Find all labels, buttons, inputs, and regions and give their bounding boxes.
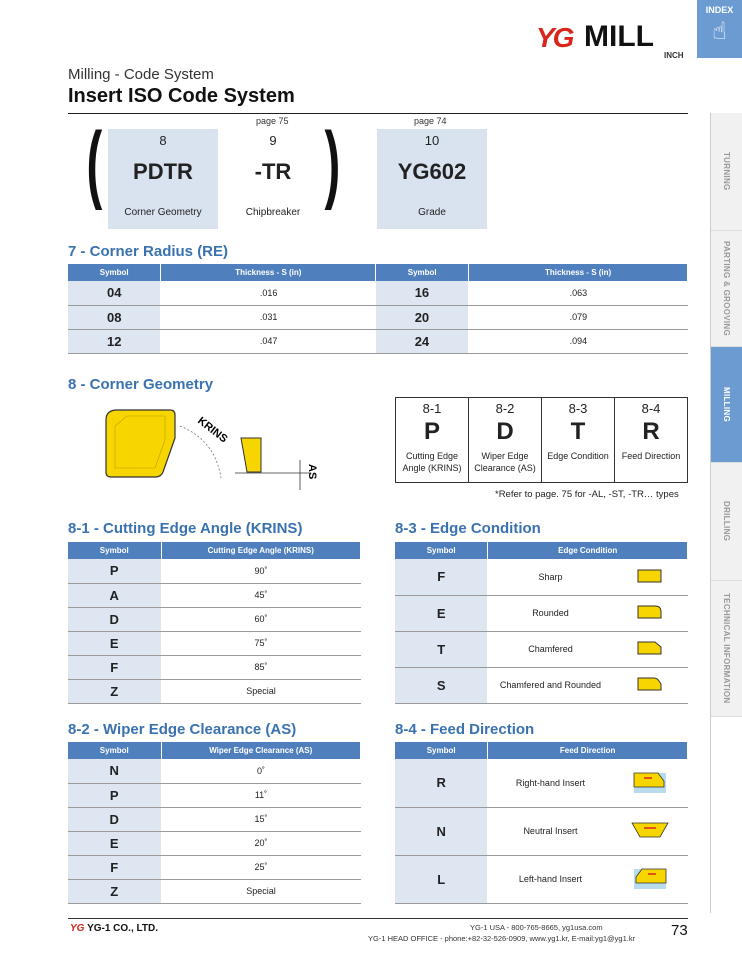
col-header-symbol: Symbol [68,542,161,559]
code-column-chipbreaker [218,129,328,229]
table-header-row [68,542,361,559]
cutting-edge-table [68,542,361,704]
geometry-cell-8-4 [615,398,687,482]
table-row [68,329,688,353]
side-tab-label: DRILLING [722,501,731,542]
col-header-symbol: Symbol [68,742,161,759]
geometry-letter: D [496,418,514,445]
side-tab-label: TURNING [722,152,731,191]
symbol-cell: 20 [376,305,469,329]
left-parenthesis: ( [86,115,103,211]
symbol-cell: D [68,607,161,631]
index-button[interactable] [697,0,742,58]
table-row [395,595,688,631]
title-divider [68,113,688,114]
code-number: 10 [424,133,440,148]
symbol-cell: N [68,759,161,783]
symbol-cell: D [68,807,161,831]
geometry-caption: Feed Direction [621,451,681,461]
table-row [395,631,688,667]
geometry-number: 8-3 [568,401,588,416]
value-cell: Right-hand Insert [488,759,613,807]
insert-shape-icon [106,410,175,477]
footer-head-office-contact: YG-1 HEAD OFFICE - phone:+82-32-526-0909, www.yg1.kr, E-mail:yg1@yg1.kr [368,934,636,943]
rounded-edge-icon [613,595,688,631]
side-tab-turning[interactable] [711,113,742,231]
right-hand-insert-icon [613,759,688,807]
geometry-cell-8-2 [469,398,542,482]
table-row [68,879,361,903]
table-row [68,583,361,607]
corner-radius-heading: 7 - Corner Radius (RE) [68,243,229,260]
value-cell: .063 [469,281,688,305]
value-cell: 60˚ [161,607,361,631]
table-row [68,655,361,679]
value-cell: 20˚ [161,831,361,855]
col-header-symbol: Symbol [376,264,469,281]
geometry-number: 8-4 [641,401,661,416]
neutral-insert-icon [613,807,688,855]
footer-logo-text: YG-1 CO., LTD. [87,923,158,934]
side-tab-milling[interactable] [711,347,742,463]
index-label: INDEX [705,5,734,15]
corner-radius-table [68,264,688,354]
table-row [68,855,361,879]
value-cell: 0˚ [161,759,361,783]
geometry-number: 8-2 [495,401,515,416]
value-cell: 85˚ [161,655,361,679]
corner-geometry-diagram [95,400,335,500]
code-value: YG602 [397,159,467,184]
table-row [395,807,688,855]
symbol-cell: F [68,655,161,679]
col-header-value: Wiper Edge Clearance (AS) [161,742,361,759]
col-header-symbol: Symbol [68,264,161,281]
geometry-caption: Edge Condition [547,451,609,461]
table-row [68,281,688,305]
logo-mill-text: MILL [584,20,654,53]
value-cell: 45˚ [161,583,361,607]
page-title: Insert ISO Code System [68,85,295,107]
value-cell: .031 [161,305,376,329]
table-header-row [68,264,688,281]
side-tab-technical-information[interactable] [711,581,742,717]
symbol-cell: N [395,807,488,855]
geometry-letter: P [423,418,440,445]
side-tab-label: PARTING & GROOVING [722,240,731,337]
code-number: 9 [269,133,277,148]
chipbreaker-page-ref[interactable]: page 75 [256,116,289,126]
page-subtitle: Milling - Code System [68,66,214,83]
table-row [68,831,361,855]
table-row [395,759,688,807]
side-tab-label: TECHNICAL INFORMATION [722,593,731,704]
code-column-grade [377,129,487,229]
symbol-cell: F [68,855,161,879]
code-column-corner-geometry [108,129,218,229]
value-cell: .016 [161,281,376,305]
table-row [68,759,361,783]
table-row [395,855,688,903]
symbol-cell: P [68,559,161,583]
symbol-cell: 16 [376,281,469,305]
col-header-value: Feed Direction [488,742,688,759]
footer-logo-mark: YG [70,923,85,934]
value-cell: Special [161,879,361,903]
symbol-cell: F [395,559,488,595]
value-cell: .047 [161,329,376,353]
geometry-cell-8-3 [542,398,615,482]
code-number: 8 [159,133,167,148]
symbol-cell: 04 [68,281,161,305]
symbol-cell: Z [68,679,161,703]
refer-note: *Refer to page. 75 for -AL, -ST, -TR… types [495,489,679,500]
left-hand-insert-icon [613,855,688,903]
value-cell: .079 [469,305,688,329]
logo-yg-mark: YG [536,22,573,53]
col-header-thickness: Thickness - S (in) [469,264,688,281]
symbol-cell: P [68,783,161,807]
col-header-thickness: Thickness - S (in) [161,264,376,281]
value-cell: Left-hand Insert [488,855,613,903]
value-cell: Chamfered [488,631,613,667]
table-header-row [68,742,361,759]
value-cell: 75˚ [161,631,361,655]
symbol-cell: 12 [68,329,161,353]
footer-usa-contact: YG-1 USA - 800-765-8665, yg1usa.com [470,923,603,932]
geometry-number: 8-1 [422,401,442,416]
page-number: 73 [671,922,688,939]
value-cell: Chamfered and Rounded [488,667,613,703]
geometry-letter: T [570,418,586,445]
value-cell: Sharp [488,559,613,595]
symbol-cell: 24 [376,329,469,353]
symbol-cell: E [68,831,161,855]
code-caption: Chipbreaker [245,207,301,218]
symbol-cell: L [395,855,488,903]
table-row [68,631,361,655]
chamfered-rounded-edge-icon [613,667,688,703]
symbol-cell: 08 [68,305,161,329]
table-row [68,807,361,831]
as-label: AS [306,464,318,480]
side-tab-label: MILLING [722,387,731,422]
footer-divider [68,918,688,919]
table-row [68,783,361,807]
edge-condition-table [395,542,688,704]
krins-label: KRINS [195,414,230,446]
value-cell: .094 [469,329,688,353]
cutting-edge-heading: 8-1 - Cutting Edge Angle (KRINS) [68,520,303,537]
corner-geometry-code-table [395,397,688,483]
feed-direction-table [395,742,688,904]
corner-geometry-heading: 8 - Corner Geometry [68,376,214,393]
geometry-letter: R [642,418,660,445]
logo-inch-text: INCH [664,51,684,60]
symbol-cell: E [395,595,488,631]
table-row [395,667,688,703]
geometry-caption: Cutting Edge Angle (KRINS) [402,451,462,473]
symbol-cell: R [395,759,488,807]
table-header-row [395,542,688,559]
side-tab-drilling[interactable] [711,463,742,581]
table-row [68,607,361,631]
value-cell: 11˚ [161,783,361,807]
col-header-symbol: Symbol [395,742,488,759]
table-row [68,679,361,703]
value-cell: 90˚ [161,559,361,583]
grade-page-ref[interactable]: page 74 [414,116,447,126]
symbol-cell: T [395,631,488,667]
symbol-cell: E [68,631,161,655]
chamfered-edge-icon [613,631,688,667]
wiper-edge-heading: 8-2 - Wiper Edge Clearance (AS) [68,721,297,738]
table-row [395,559,688,595]
table-header-row [395,742,688,759]
symbol-cell: Z [68,879,161,903]
value-cell: Rounded [488,595,613,631]
symbol-cell: S [395,667,488,703]
value-cell: 25˚ [161,855,361,879]
geometry-caption: Wiper Edge Clearance (AS) [474,451,536,473]
edge-condition-heading: 8-3 - Edge Condition [395,520,541,537]
pointing-hand-icon: ☝ [712,18,727,45]
col-header-symbol: Symbol [395,542,488,559]
code-caption: Corner Geometry [124,207,202,218]
right-parenthesis: ) [324,115,341,211]
cutting-edge-icon [241,438,261,472]
col-header-value: Edge Condition [488,542,688,559]
value-cell: 15˚ [161,807,361,831]
code-value: PDTR [133,159,193,184]
value-cell: Special [161,679,361,703]
sharp-edge-icon [613,559,688,595]
code-value: -TR [254,159,292,184]
wiper-edge-table [68,742,361,904]
footer-logo [70,923,158,934]
geometry-cell-8-1 [396,398,469,482]
table-row [68,305,688,329]
symbol-cell: A [68,583,161,607]
col-header-value: Cutting Edge Angle (KRINS) [161,542,361,559]
code-caption: Grade [418,207,446,218]
value-cell: Neutral Insert [488,807,613,855]
feed-direction-heading: 8-4 - Feed Direction [395,721,535,738]
side-tab-parting-grooving[interactable] [711,231,742,347]
table-row [68,559,361,583]
ygmill-logo [536,20,696,60]
